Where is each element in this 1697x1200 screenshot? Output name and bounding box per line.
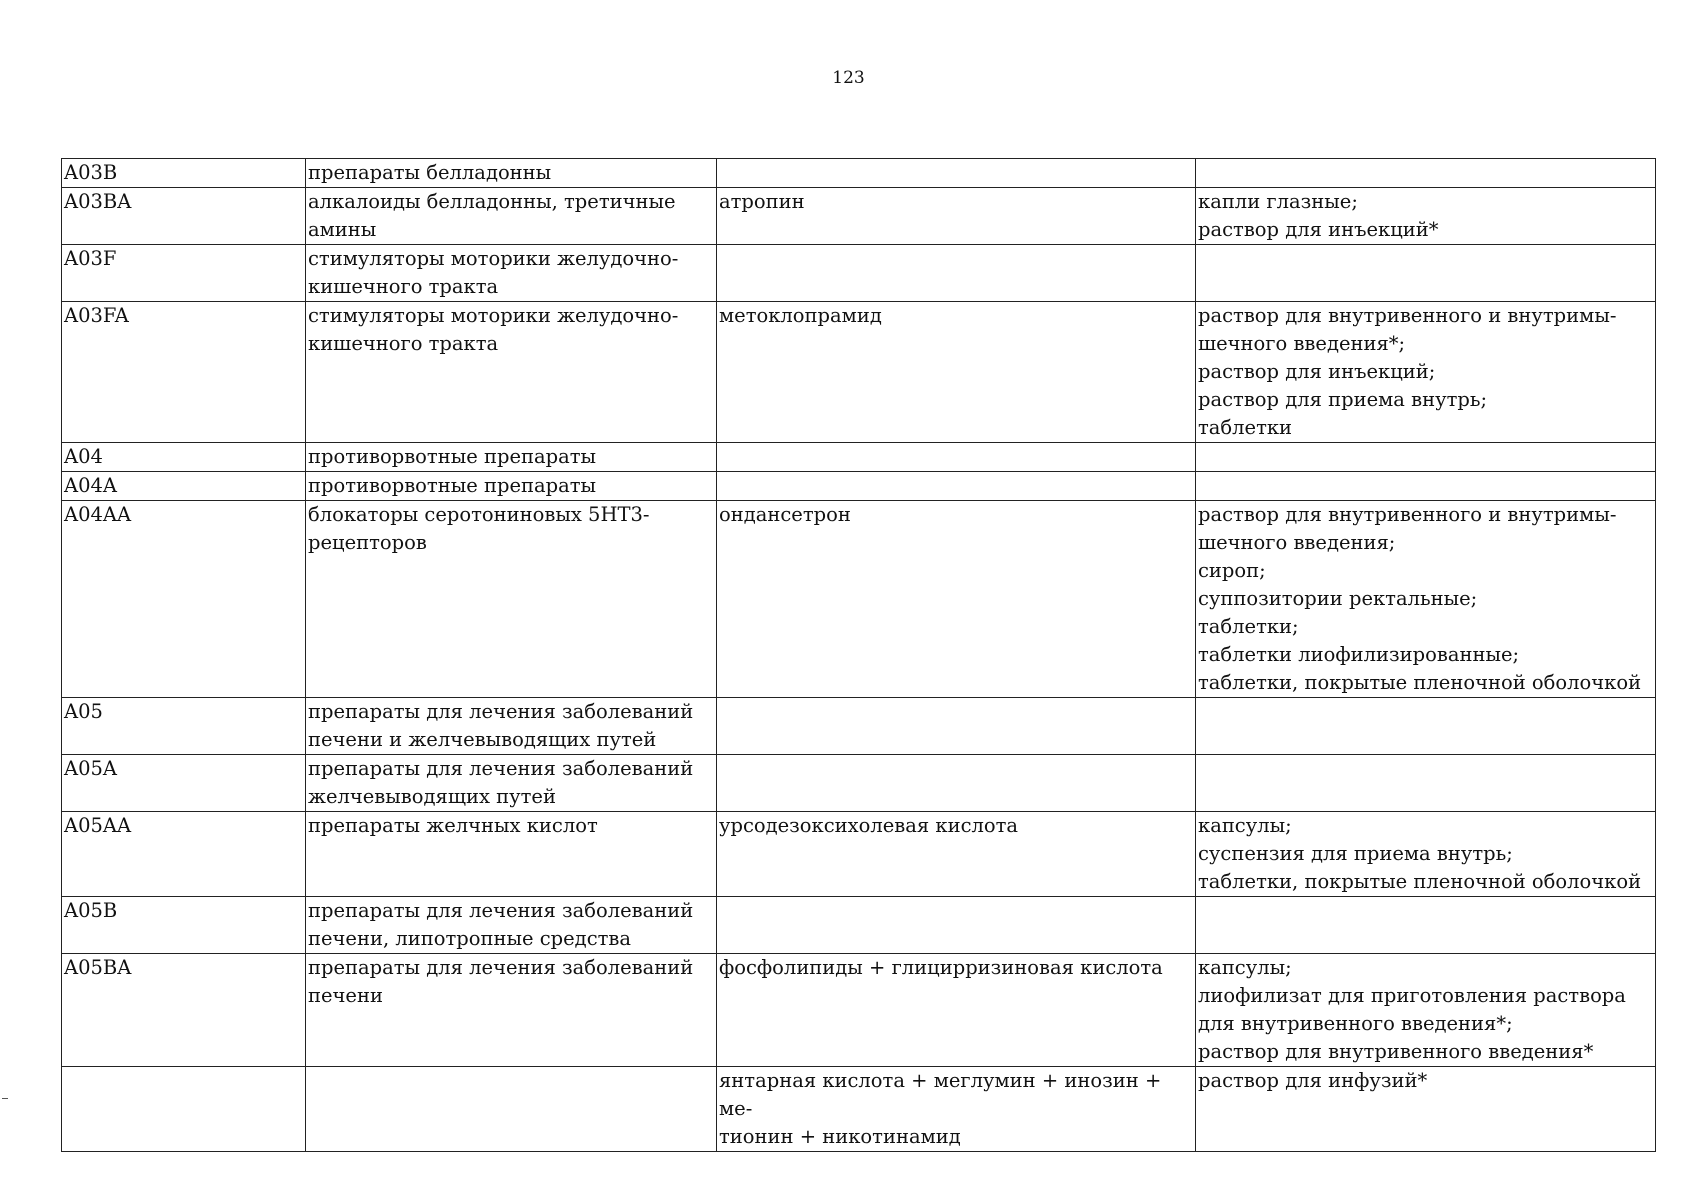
dosage-forms-cell: раствор для внутривенного и внутримы- шечного введения*; раствор для инъекций; раствор для приема внутрь; таблетки (1196, 302, 1656, 443)
atc-code-cell: A03F (62, 245, 306, 302)
drug-name-cell (717, 755, 1196, 812)
group-name-cell: препараты желчных кислот (306, 812, 717, 897)
table-row (62, 755, 1656, 812)
group-name-cell: блокаторы серотониновых 5HT3- рецепторов (306, 501, 717, 698)
group-name-cell: препараты белладонны (306, 159, 717, 188)
atc-code-cell: A05B (62, 897, 306, 954)
group-name-cell: стимуляторы моторики желудочно- кишечного тракта (306, 245, 717, 302)
table-row (62, 501, 1656, 698)
medication-table (61, 158, 1656, 1152)
drug-name-cell (717, 159, 1196, 188)
group-name-cell: противорвотные препараты (306, 472, 717, 501)
table-row (62, 698, 1656, 755)
table-row (62, 472, 1656, 501)
table-row (62, 159, 1656, 188)
atc-code-cell: A03FA (62, 302, 306, 443)
atc-code-cell: A04 (62, 443, 306, 472)
group-name-cell: препараты для лечения заболеваний печени и желчевыводящих путей (306, 698, 717, 755)
dosage-forms-cell: капсулы; суспензия для приема внутрь; таблетки, покрытые пленочной оболочкой (1196, 812, 1656, 897)
atc-code-cell: A04AA (62, 501, 306, 698)
table-row (62, 188, 1656, 245)
group-name-cell: противорвотные препараты (306, 443, 717, 472)
group-name-cell: алкалоиды белладонны, третичные амины (306, 188, 717, 245)
page-number: 123 (832, 68, 865, 88)
table-row (62, 812, 1656, 897)
scan-margin-mark (2, 1098, 8, 1099)
dosage-forms-cell: раствор для инфузий* (1196, 1067, 1656, 1152)
dosage-forms-cell (1196, 755, 1656, 812)
group-name-cell (306, 1067, 717, 1152)
drug-name-cell: урсодезоксихолевая кислота (717, 812, 1196, 897)
dosage-forms-cell (1196, 897, 1656, 954)
atc-code-cell: A03BA (62, 188, 306, 245)
drug-name-cell (717, 897, 1196, 954)
drug-name-cell (717, 698, 1196, 755)
dosage-forms-cell: капли глазные; раствор для инъекций* (1196, 188, 1656, 245)
atc-code-cell: A03B (62, 159, 306, 188)
atc-code-cell (62, 1067, 306, 1152)
drug-name-cell (717, 472, 1196, 501)
dosage-forms-cell (1196, 698, 1656, 755)
group-name-cell: стимуляторы моторики желудочно- кишечного тракта (306, 302, 717, 443)
dosage-forms-cell (1196, 245, 1656, 302)
drug-name-cell: янтарная кислота + меглумин + инозин + ме- тионин + никотинамид (717, 1067, 1196, 1152)
table-row (62, 245, 1656, 302)
dosage-forms-cell: раствор для внутривенного и внутримы- шечного введения; сироп; суппозитории ректальные; таблетки; таблетки лиофилизированные; таблетки, покрытые пленочной оболочкой (1196, 501, 1656, 698)
dosage-forms-cell (1196, 159, 1656, 188)
dosage-forms-cell: капсулы; лиофилизат для приготовления раствора для внутривенного введения*; раствор для внутривенного введения* (1196, 954, 1656, 1067)
group-name-cell: препараты для лечения заболеваний желчевыводящих путей (306, 755, 717, 812)
table-row (62, 954, 1656, 1067)
group-name-cell: препараты для лечения заболеваний печени (306, 954, 717, 1067)
atc-code-cell: A05A (62, 755, 306, 812)
atc-code-cell: A04A (62, 472, 306, 501)
drug-name-cell (717, 245, 1196, 302)
drug-name-cell: фосфолипиды + глицирризиновая кислота (717, 954, 1196, 1067)
atc-code-cell: A05AA (62, 812, 306, 897)
table-row (62, 302, 1656, 443)
drug-name-cell: атропин (717, 188, 1196, 245)
atc-code-cell: A05 (62, 698, 306, 755)
group-name-cell: препараты для лечения заболеваний печени, липотропные средства (306, 897, 717, 954)
table-row (62, 897, 1656, 954)
dosage-forms-cell (1196, 443, 1656, 472)
drug-name-cell: метоклопрамид (717, 302, 1196, 443)
drug-name-cell (717, 443, 1196, 472)
table-row (62, 1067, 1656, 1152)
dosage-forms-cell (1196, 472, 1656, 501)
atc-code-cell: A05BA (62, 954, 306, 1067)
table-row (62, 443, 1656, 472)
drug-name-cell: ондансетрон (717, 501, 1196, 698)
